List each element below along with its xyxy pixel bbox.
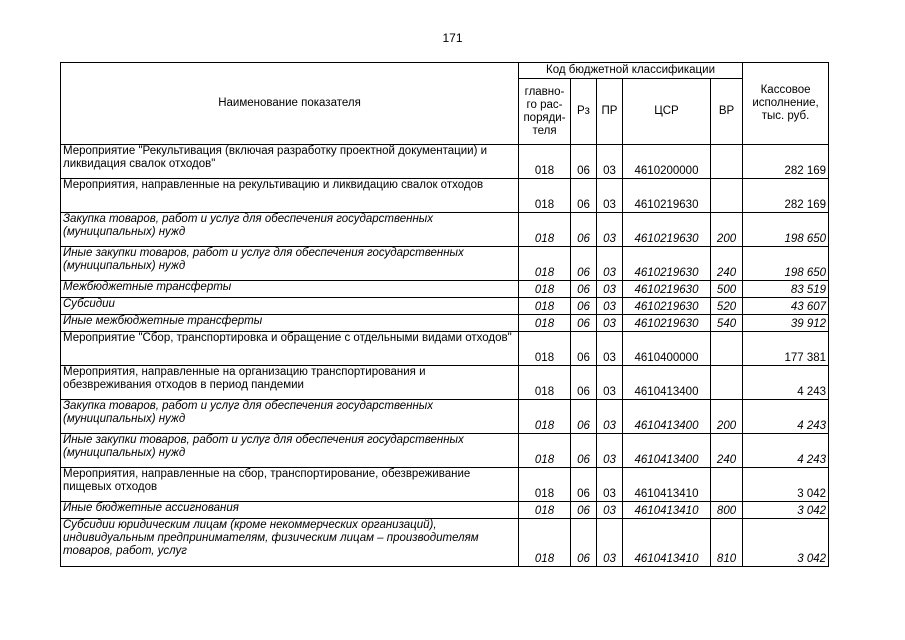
row-name: Субсидии [61, 298, 519, 315]
row-target-article-code: 4610219630 [623, 247, 711, 281]
row-expense-type-code: 540 [711, 315, 743, 332]
row-subsection-code: 03 [597, 298, 623, 315]
row-subsection-code: 03 [597, 145, 623, 179]
table-row [61, 179, 829, 213]
row-target-article-code: 4610413410 [623, 502, 711, 519]
row-target-article-code: 4610219630 [623, 281, 711, 298]
row-main-manager-code: 018 [519, 213, 571, 247]
row-name: Мероприятия, направленные на организацию транспортирования и обезвреживания отходов в период пандемии [61, 366, 519, 400]
row-main-manager-code: 018 [519, 468, 571, 502]
row-name: Закупка товаров, работ и услуг для обеспечения государственных (муниципальных) нужд [61, 213, 519, 247]
row-section-code: 06 [571, 145, 597, 179]
row-target-article-code: 4610219630 [623, 298, 711, 315]
table-row [61, 315, 829, 332]
row-expense-type-code: 240 [711, 434, 743, 468]
row-subsection-code: 03 [597, 502, 623, 519]
row-main-manager-code: 018 [519, 145, 571, 179]
row-amount: 83 519 [743, 281, 829, 298]
row-subsection-code: 03 [597, 213, 623, 247]
table-row [61, 247, 829, 281]
row-amount: 3 042 [743, 519, 829, 567]
row-target-article-code: 4610413410 [623, 468, 711, 502]
row-amount: 43 607 [743, 298, 829, 315]
table-row [61, 519, 829, 567]
row-main-manager-code: 018 [519, 179, 571, 213]
row-main-manager-code: 018 [519, 519, 571, 567]
row-expense-type-code [711, 179, 743, 213]
table-row [61, 213, 829, 247]
row-name: Мероприятия, направленные на сбор, транспортирование, обезвреживание пищевых отходов [61, 468, 519, 502]
header-section: Рз [571, 79, 597, 145]
row-section-code: 06 [571, 213, 597, 247]
row-name: Иные межбюджетные трансферты [61, 315, 519, 332]
row-section-code: 06 [571, 434, 597, 468]
row-section-code: 06 [571, 502, 597, 519]
table-row [61, 298, 829, 315]
row-target-article-code: 4610200000 [623, 145, 711, 179]
header-amount: Кассовое исполнение, тыс. руб. [743, 63, 829, 145]
header-classification-group: Код бюджетной классификации [519, 63, 743, 79]
row-expense-type-code: 800 [711, 502, 743, 519]
row-main-manager-code: 018 [519, 366, 571, 400]
row-section-code: 06 [571, 468, 597, 502]
header-subsection: ПР [597, 79, 623, 145]
row-subsection-code: 03 [597, 281, 623, 298]
row-section-code: 06 [571, 315, 597, 332]
row-expense-type-code [711, 332, 743, 366]
row-amount: 198 650 [743, 247, 829, 281]
row-name: Субсидии юридическим лицам (кроме некоммерческих организаций), индивидуальным предпринимателям, физическим лицам – производителям товаров, работ, услуг [61, 519, 519, 567]
row-amount: 4 243 [743, 400, 829, 434]
row-amount: 3 042 [743, 468, 829, 502]
row-main-manager-code: 018 [519, 247, 571, 281]
row-subsection-code: 03 [597, 315, 623, 332]
row-main-manager-code: 018 [519, 315, 571, 332]
row-target-article-code: 4610219630 [623, 213, 711, 247]
row-main-manager-code: 018 [519, 502, 571, 519]
row-target-article-code: 4610413400 [623, 434, 711, 468]
row-expense-type-code: 240 [711, 247, 743, 281]
page-number: 171 [442, 31, 463, 45]
row-section-code: 06 [571, 332, 597, 366]
row-subsection-code: 03 [597, 247, 623, 281]
row-subsection-code: 03 [597, 366, 623, 400]
row-target-article-code: 4610413400 [623, 366, 711, 400]
header-expense-type: ВР [711, 79, 743, 145]
header-name: Наименование показателя [61, 63, 519, 145]
table-row [61, 434, 829, 468]
table-row [61, 502, 829, 519]
header-main-manager: главно-го рас-поряди-теля [519, 79, 571, 145]
row-target-article-code: 4610413410 [623, 519, 711, 567]
row-section-code: 06 [571, 298, 597, 315]
budget-table [60, 62, 829, 567]
row-amount: 282 169 [743, 179, 829, 213]
row-name: Закупка товаров, работ и услуг для обеспечения государственных (муниципальных) нужд [61, 400, 519, 434]
row-section-code: 06 [571, 179, 597, 213]
row-expense-type-code [711, 468, 743, 502]
header-target-article: ЦСР [623, 79, 711, 145]
table-row [61, 400, 829, 434]
table-row [61, 332, 829, 366]
row-expense-type-code [711, 145, 743, 179]
row-name: Мероприятия, направленные на рекультивацию и ликвидацию свалок отходов [61, 179, 519, 213]
row-target-article-code: 4610413400 [623, 400, 711, 434]
row-section-code: 06 [571, 281, 597, 298]
row-expense-type-code: 520 [711, 298, 743, 315]
row-name: Мероприятие "Сбор, транспортировка и обращение с отдельными видами отходов" [61, 332, 519, 366]
row-amount: 4 243 [743, 434, 829, 468]
row-subsection-code: 03 [597, 332, 623, 366]
row-subsection-code: 03 [597, 400, 623, 434]
table-row [61, 468, 829, 502]
row-target-article-code: 4610219630 [623, 179, 711, 213]
row-amount: 3 042 [743, 502, 829, 519]
row-expense-type-code: 500 [711, 281, 743, 298]
table-row [61, 281, 829, 298]
row-subsection-code: 03 [597, 468, 623, 502]
row-section-code: 06 [571, 519, 597, 567]
row-subsection-code: 03 [597, 179, 623, 213]
row-expense-type-code: 810 [711, 519, 743, 567]
row-amount: 39 912 [743, 315, 829, 332]
row-target-article-code: 4610400000 [623, 332, 711, 366]
row-expense-type-code [711, 366, 743, 400]
row-target-article-code: 4610219630 [623, 315, 711, 332]
row-subsection-code: 03 [597, 519, 623, 567]
row-name: Межбюджетные трансферты [61, 281, 519, 298]
row-name: Мероприятие "Рекультивация (включая разработку проектной документации) и ликвидация свалок отходов" [61, 145, 519, 179]
row-amount: 4 243 [743, 366, 829, 400]
row-main-manager-code: 018 [519, 298, 571, 315]
row-name: Иные бюджетные ассигнования [61, 502, 519, 519]
row-expense-type-code: 200 [711, 213, 743, 247]
row-section-code: 06 [571, 400, 597, 434]
row-amount: 177 381 [743, 332, 829, 366]
row-main-manager-code: 018 [519, 400, 571, 434]
row-subsection-code: 03 [597, 434, 623, 468]
row-expense-type-code: 200 [711, 400, 743, 434]
row-main-manager-code: 018 [519, 332, 571, 366]
table-row [61, 366, 829, 400]
row-name: Иные закупки товаров, работ и услуг для обеспечения государственных (муниципальных) нужд [61, 247, 519, 281]
table-row [61, 145, 829, 179]
row-amount: 282 169 [743, 145, 829, 179]
row-amount: 198 650 [743, 213, 829, 247]
row-section-code: 06 [571, 247, 597, 281]
table-body [61, 145, 829, 567]
row-main-manager-code: 018 [519, 434, 571, 468]
row-section-code: 06 [571, 366, 597, 400]
row-name: Иные закупки товаров, работ и услуг для обеспечения государственных (муниципальных) нужд [61, 434, 519, 468]
row-main-manager-code: 018 [519, 281, 571, 298]
